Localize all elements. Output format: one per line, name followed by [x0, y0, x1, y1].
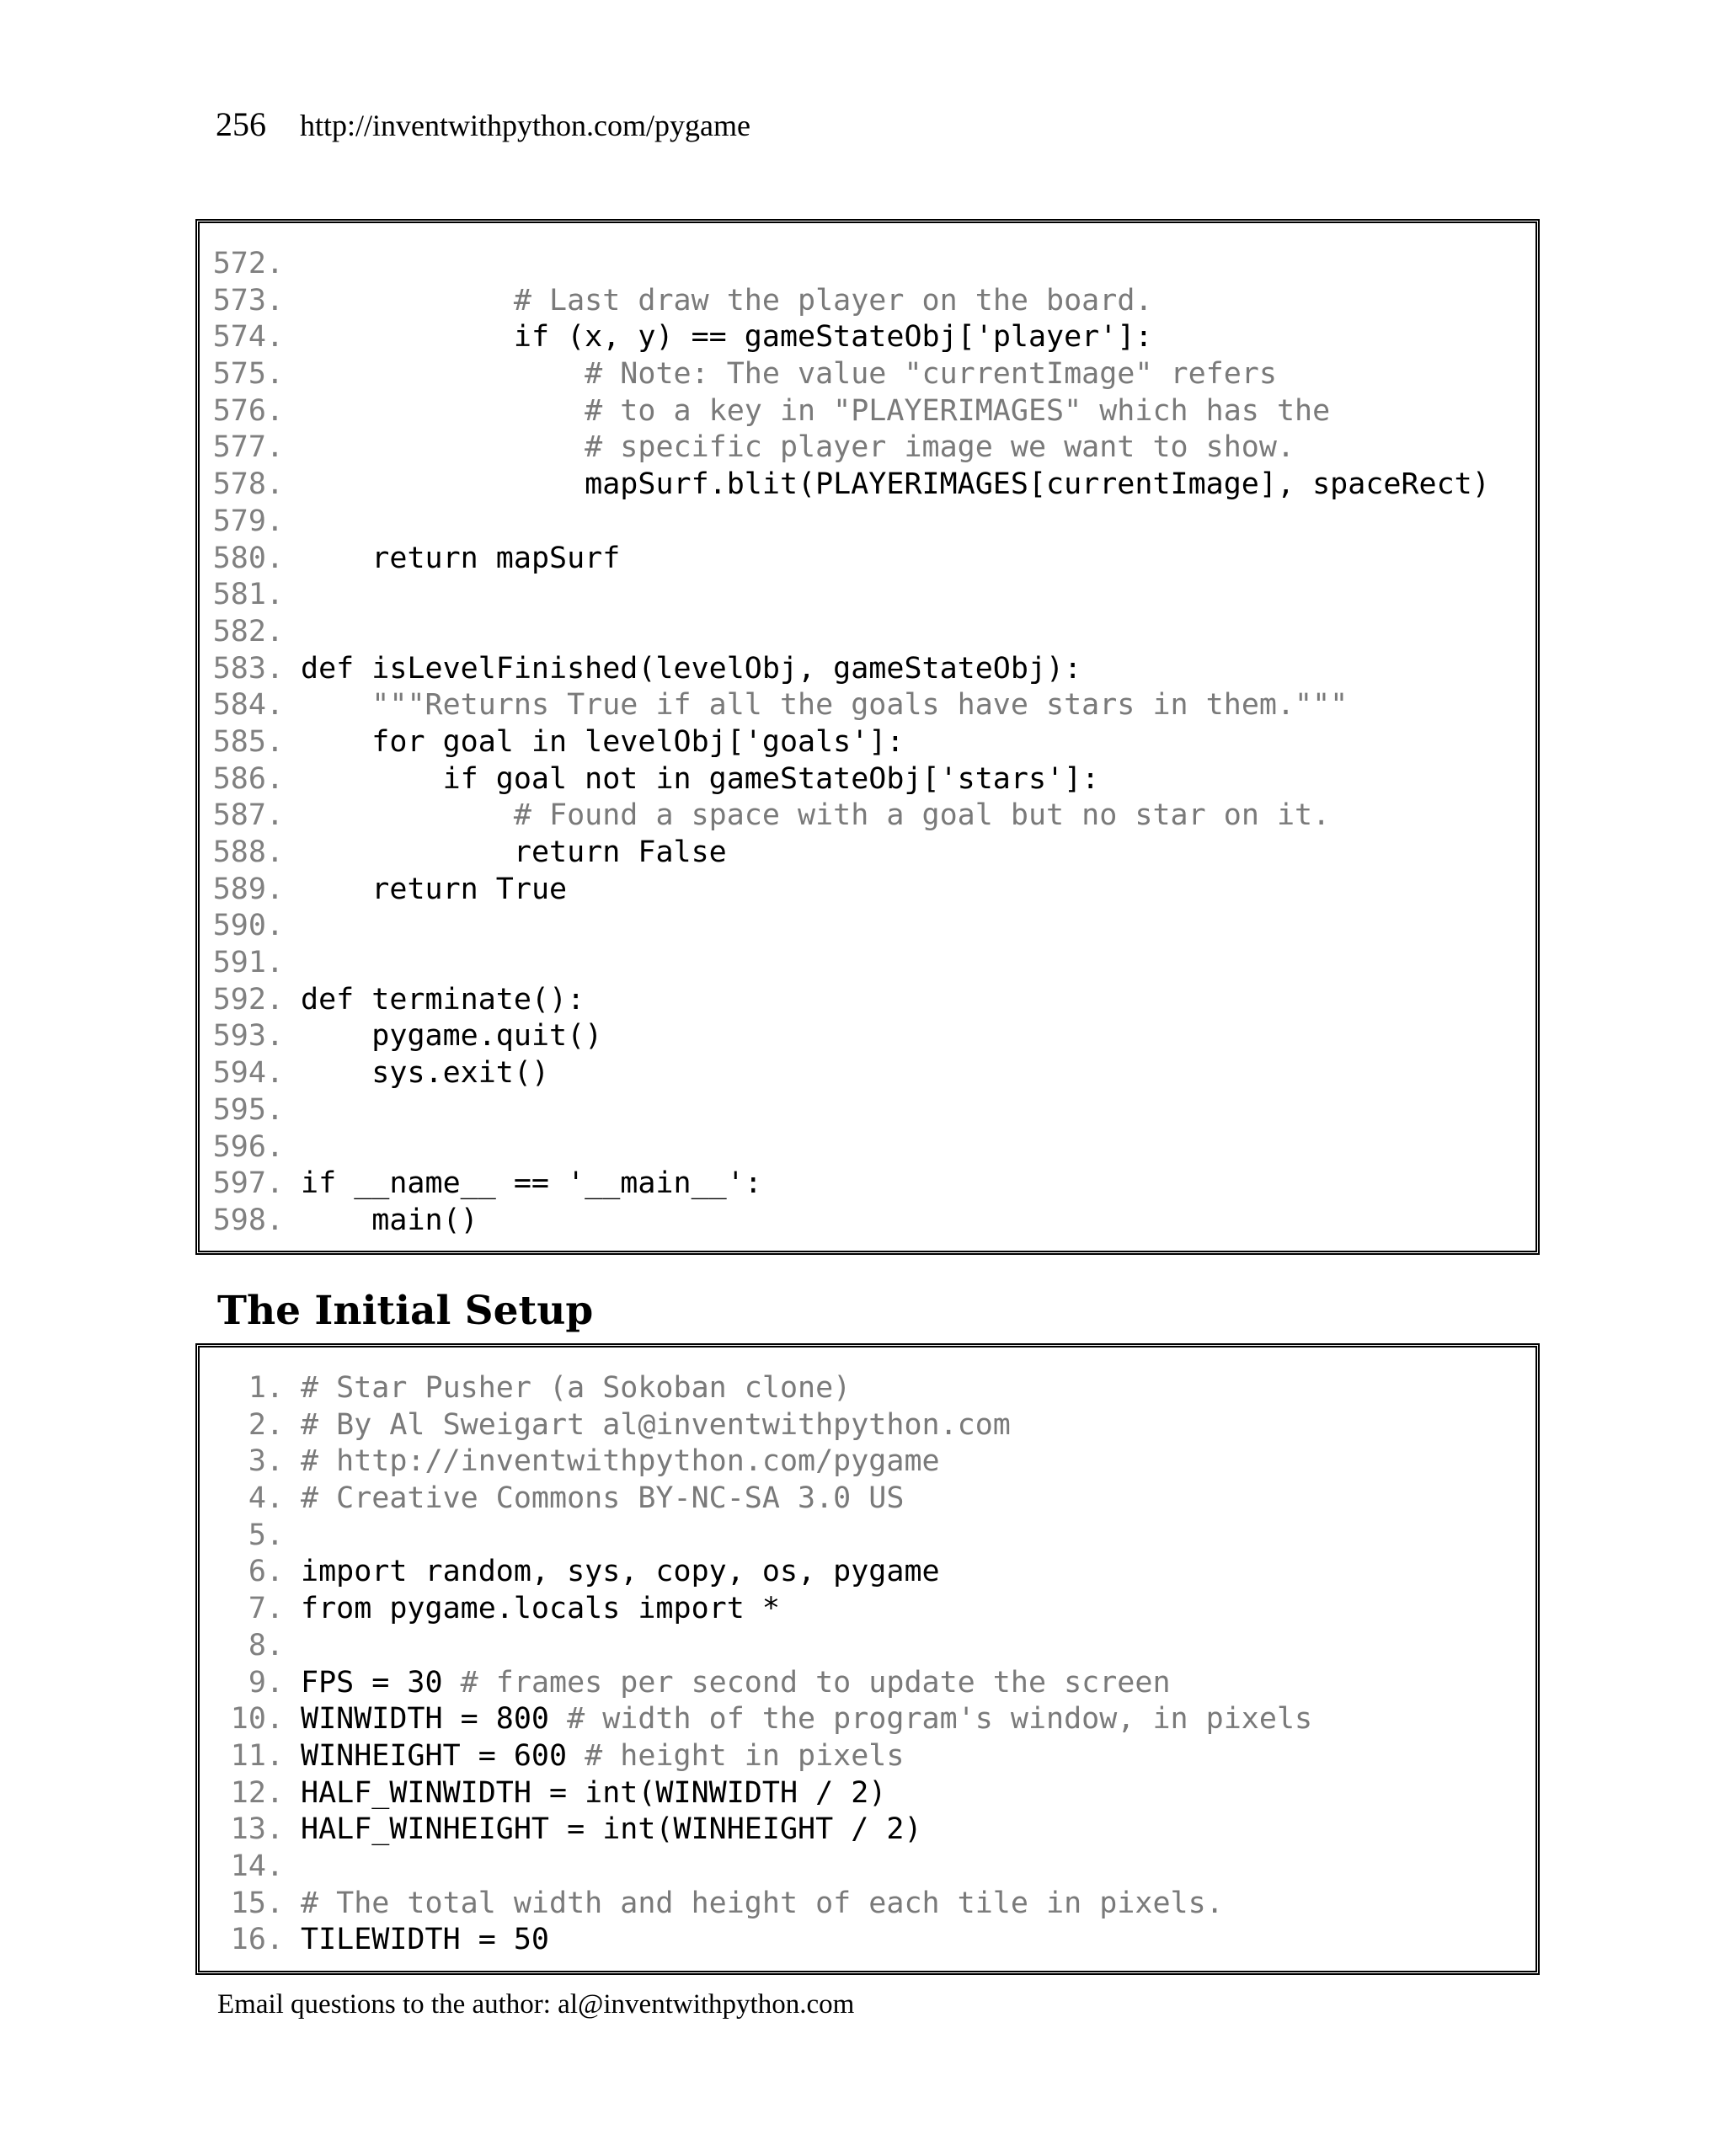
line-code	[301, 1055, 549, 1092]
line-code	[301, 1701, 1312, 1738]
code-indent	[301, 688, 371, 722]
code-text: HALF_WINHEIGHT = int(WINHEIGHT / 2)	[301, 1812, 922, 1847]
line-code	[301, 1922, 549, 1959]
code-line	[200, 1203, 1535, 1240]
code-indent	[301, 798, 514, 832]
code-line	[200, 1775, 1535, 1812]
line-number: 13.	[230, 1812, 284, 1847]
code-line	[200, 1481, 1535, 1518]
line-number: 585.	[212, 724, 284, 759]
line-number: 1.	[248, 1371, 284, 1405]
line-code	[301, 1481, 904, 1518]
code-line	[200, 687, 1535, 724]
line-number: 10.	[230, 1702, 284, 1737]
code-text: FPS = 30	[301, 1665, 461, 1700]
line-number: 587.	[212, 798, 284, 833]
line-number: 579.	[212, 504, 284, 538]
code-line	[200, 1922, 1535, 1959]
line-code	[301, 1775, 886, 1812]
line-code	[301, 1812, 922, 1849]
code-text: main()	[371, 1203, 478, 1237]
page-header	[216, 104, 750, 155]
line-number: 595.	[212, 1092, 284, 1127]
code-text: from pygame.locals import *	[301, 1592, 780, 1626]
code-text: pygame.quit()	[371, 1019, 603, 1054]
code-line	[200, 393, 1535, 430]
code-indent	[301, 320, 514, 354]
code-text: return False	[513, 835, 727, 869]
code-line	[200, 1812, 1535, 1849]
line-number: 597.	[212, 1166, 284, 1201]
code-indent	[301, 835, 514, 869]
line-number: 572.	[212, 247, 284, 280]
code-line	[200, 1849, 1535, 1886]
line-number: 4.	[248, 1481, 284, 1516]
line-number: 3.	[248, 1444, 284, 1479]
line-code	[301, 1203, 478, 1240]
code-text: if goal not in gameStateObj['stars']:	[442, 761, 1100, 796]
code-comment: # By Al Sweigart al@inventwithpython.com	[301, 1407, 1011, 1442]
line-number: 582.	[212, 614, 284, 648]
line-number: 12.	[230, 1775, 284, 1810]
code-text: if __name__ == '__main__':	[301, 1166, 762, 1201]
code-text: WINWIDTH = 800	[301, 1702, 568, 1737]
code-line	[200, 1738, 1535, 1775]
line-code	[301, 724, 904, 761]
code-line	[200, 1055, 1535, 1092]
code-comment: # width of the program's window, in pixels	[567, 1702, 1313, 1737]
line-number: 590.	[212, 909, 284, 943]
code-line	[200, 283, 1535, 320]
code-text: HALF_WINWIDTH = int(WINWIDTH / 2)	[301, 1775, 887, 1810]
line-number: 584.	[212, 688, 284, 723]
code-lines	[200, 1370, 1535, 1959]
code-text: mapSurf.blit(PLAYERIMAGES[currentImage], spaceRect)	[585, 467, 1490, 502]
line-number: 580.	[212, 541, 284, 575]
line-number: 583.	[212, 651, 284, 686]
header-url: http://inventwithpython.com/pygame	[300, 109, 750, 142]
code-comment: # frames per second to update the screen	[460, 1665, 1171, 1700]
code-comment: # The total width and height of each tile in pixels.	[301, 1886, 1224, 1920]
code-text: def terminate():	[301, 982, 585, 1017]
line-number: 2.	[248, 1407, 284, 1442]
code-text: sys.exit()	[371, 1056, 550, 1091]
code-line	[200, 908, 1535, 945]
code-indent	[301, 467, 585, 501]
line-number: 6.	[248, 1555, 284, 1589]
line-code	[301, 1407, 1011, 1444]
line-number: 586.	[212, 761, 284, 796]
line-code	[301, 982, 585, 1019]
code-line	[200, 1092, 1535, 1129]
code-listing-2	[195, 1343, 1540, 1975]
line-code	[301, 1166, 762, 1203]
code-comment: # Star Pusher (a Sokoban clone)	[301, 1371, 852, 1405]
code-text: for goal in levelObj['goals']:	[371, 724, 905, 759]
line-code	[301, 761, 1099, 798]
code-line	[200, 1518, 1535, 1555]
code-line	[200, 1407, 1535, 1444]
line-number: 573.	[212, 283, 284, 318]
line-code	[301, 1370, 851, 1407]
line-code	[301, 467, 1490, 504]
line-number: 598.	[212, 1203, 284, 1237]
code-line	[200, 982, 1535, 1019]
line-number: 577.	[212, 430, 284, 465]
line-number: 8.	[248, 1628, 284, 1662]
line-code	[301, 1554, 940, 1591]
code-text: import random, sys, copy, os, pygame	[301, 1555, 940, 1589]
line-code	[301, 541, 620, 578]
code-line	[200, 1129, 1535, 1166]
code-indent	[301, 725, 371, 759]
code-line	[200, 246, 1535, 283]
line-code	[301, 687, 1348, 724]
code-text: TILEWIDTH = 50	[301, 1923, 550, 1957]
code-indent	[301, 357, 585, 391]
code-indent	[301, 394, 585, 428]
code-indent	[301, 1203, 371, 1237]
line-number: 588.	[212, 835, 284, 869]
line-number: 591.	[212, 946, 284, 980]
code-indent	[301, 1056, 371, 1090]
code-line	[200, 430, 1535, 467]
line-number: 11.	[230, 1738, 284, 1773]
code-line	[200, 1444, 1535, 1481]
line-code	[301, 356, 1277, 393]
code-line	[200, 356, 1535, 393]
code-text: WINHEIGHT = 600	[301, 1738, 585, 1773]
line-code	[301, 1886, 1224, 1923]
code-line	[200, 319, 1535, 356]
code-comment: # Creative Commons BY-NC-SA 3.0 US	[301, 1481, 905, 1516]
line-number: 7.	[248, 1592, 284, 1626]
line-code	[301, 651, 1081, 688]
code-comment: """Returns True if all the goals have stars in them."""	[371, 688, 1348, 723]
code-line	[200, 1701, 1535, 1738]
code-text: return mapSurf	[371, 541, 621, 575]
code-line	[200, 467, 1535, 504]
code-lines	[200, 246, 1535, 1240]
line-code	[301, 1665, 1171, 1702]
code-comment: # specific player image we want to show.	[585, 430, 1295, 465]
line-number: 9.	[248, 1665, 284, 1700]
code-indent	[301, 1019, 371, 1053]
code-text: return True	[371, 872, 568, 906]
page-number: 256	[216, 105, 266, 143]
line-code	[301, 1591, 780, 1628]
code-line	[200, 1166, 1535, 1203]
line-number: 581.	[212, 578, 284, 612]
code-text: def isLevelFinished(levelObj, gameStateObj):	[301, 651, 1082, 686]
line-code	[301, 1018, 602, 1055]
code-line	[200, 761, 1535, 798]
line-number: 594.	[212, 1056, 284, 1091]
line-number: 5.	[248, 1518, 284, 1552]
line-code	[301, 319, 1152, 356]
code-indent	[301, 873, 371, 906]
code-indent	[301, 762, 443, 796]
line-number: 16.	[230, 1923, 284, 1957]
section-heading: The Initial Setup	[217, 1288, 594, 1334]
code-line	[200, 1665, 1535, 1702]
line-number: 576.	[212, 393, 284, 428]
page-footer: Email questions to the author: al@inventwithpython.com	[217, 1989, 855, 2020]
code-indent	[301, 430, 585, 464]
code-comment: # Last draw the player on the board.	[513, 283, 1153, 318]
code-indent	[301, 542, 371, 575]
code-line	[200, 1370, 1535, 1407]
code-line	[200, 577, 1535, 614]
line-code	[301, 430, 1295, 467]
code-line	[200, 872, 1535, 909]
code-line	[200, 1554, 1535, 1591]
code-comment: # http://inventwithpython.com/pygame	[301, 1444, 940, 1479]
code-comment: # height in pixels	[585, 1738, 905, 1773]
line-number: 596.	[212, 1129, 284, 1164]
code-line	[200, 651, 1535, 688]
code-line	[200, 945, 1535, 982]
line-number: 14.	[230, 1849, 284, 1883]
line-code	[301, 283, 1152, 320]
code-line	[200, 1628, 1535, 1665]
line-code	[301, 798, 1330, 835]
code-listing-1	[195, 219, 1540, 1255]
code-line	[200, 798, 1535, 835]
line-code	[301, 393, 1330, 430]
code-line	[200, 541, 1535, 578]
line-number: 589.	[212, 872, 284, 906]
code-line	[200, 1018, 1535, 1055]
code-comment: # Note: The value "currentImage" refers	[585, 357, 1277, 392]
code-comment: # to a key in "PLAYERIMAGES" which has the	[585, 393, 1331, 428]
code-line	[200, 724, 1535, 761]
code-text: if (x, y) == gameStateObj['player']:	[513, 320, 1153, 355]
line-number: 593.	[212, 1019, 284, 1054]
line-number: 592.	[212, 982, 284, 1017]
line-number: 578.	[212, 467, 284, 502]
line-number: 574.	[212, 320, 284, 355]
line-code	[301, 1444, 940, 1481]
line-code	[301, 872, 567, 909]
code-line	[200, 504, 1535, 541]
code-line	[200, 614, 1535, 651]
code-comment: # Found a space with a goal but no star on it.	[513, 798, 1331, 833]
line-code	[301, 835, 727, 872]
code-line	[200, 835, 1535, 872]
code-line	[200, 1591, 1535, 1628]
line-code	[301, 1738, 904, 1775]
line-number: 15.	[230, 1886, 284, 1920]
code-indent	[301, 284, 514, 318]
code-line	[200, 1886, 1535, 1923]
line-number: 575.	[212, 357, 284, 392]
